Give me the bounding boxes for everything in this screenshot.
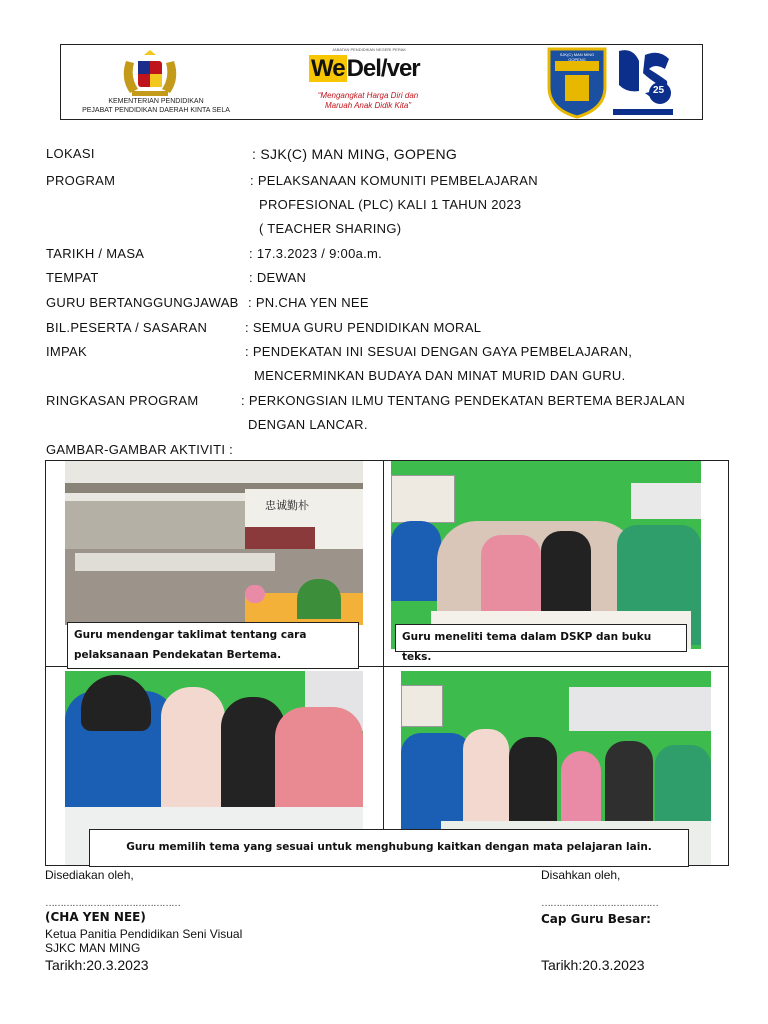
caption-1-line-2: pelaksanaan Pendekatan Bertema. — [74, 649, 282, 661]
ringkasan-label: RINGKASAN PROGRAM — [46, 393, 199, 408]
kpm-line-2: PEJABAT PENDIDIKAN DAERAH KINTA SELA — [82, 107, 230, 114]
photo-grid — [45, 460, 729, 866]
kpm-text — [61, 97, 251, 115]
deliver-text: Del/ver — [346, 55, 420, 82]
program-value-3: ( TEACHER SHARING) — [259, 221, 402, 236]
lokasi-label: LOKASI — [46, 146, 95, 161]
lokasi-value: : SJK(C) MAN MING, GOPENG — [252, 146, 458, 162]
tempat-label: TEMPAT — [46, 270, 99, 285]
hall-banner-text: 忠诚勤朴 — [265, 499, 309, 512]
plc-badge-icon — [609, 47, 675, 119]
impak-value-1: : PENDEKATAN INI SESUAI DENGAN GAYA PEMBELAJARAN, — [245, 344, 633, 359]
bil-label: BIL.PESERTA / SASARAN — [46, 320, 208, 335]
program-value-2: PROFESIONAL (PLC) KALI 1 TAHUN 2023 — [259, 197, 522, 212]
we-deliver-slogan — [293, 91, 443, 111]
we-text: We — [311, 55, 345, 82]
tarikh-label: TARIKH / MASA — [46, 246, 145, 261]
impak-label: IMPAK — [46, 344, 87, 359]
signature-line-right: ………………………………… — [541, 898, 658, 909]
caption-dskp-review: Guru meneliti tema dalam DSKP dan buku teks. — [395, 624, 687, 652]
plc-badge-number: 25 — [653, 85, 665, 96]
letterhead — [60, 44, 703, 120]
tempat-value: : DEWAN — [249, 270, 307, 285]
disediakan-label: Disediakan oleh, — [45, 868, 134, 882]
crest-text-2: GOPENG — [568, 57, 586, 62]
jpn-small-text: JABATAN PENDIDIKAN NEGERI PERAK — [331, 47, 407, 52]
preparer-school: SJKC MAN MING — [45, 941, 141, 955]
disahkan-label: Disahkan oleh, — [541, 868, 621, 882]
tarikh-right: Tarikh:20.3.2023 — [541, 957, 645, 973]
grid-divider-vertical — [383, 461, 384, 865]
kpm-line-1: KEMENTERIAN PENDIDIKAN — [108, 98, 204, 105]
caption-theme-selection: Guru memilih tema yang sesuai untuk menghubung kaitkan dengan mata pelajaran lain. — [89, 829, 689, 867]
caption-hall-briefing — [67, 622, 359, 669]
tarikh-left: Tarikh:20.3.2023 — [45, 957, 149, 973]
crest-text-1: SJK(C) MAN MING — [559, 52, 595, 57]
impak-value-2: MENCERMINKAN BUDAYA DAN MINAT MURID DAN GURU. — [254, 368, 626, 383]
preparer-role: Ketua Panitia Pendidikan Seni Visual — [45, 927, 243, 941]
guru-label: GURU BERTANGGUNGJAWAB — [46, 295, 239, 310]
slogan-line-2: Maruah Anak Didik Kita” — [325, 101, 411, 110]
tarikh-value: : 17.3.2023 / 9:00a.m. — [249, 246, 383, 261]
guru-value: : PN.CHA YEN NEE — [248, 295, 369, 310]
preparer-name: (CHA YEN NEE) — [45, 910, 146, 924]
kpm-crest-icon — [118, 49, 182, 99]
headmaster-stamp-label: Cap Guru Besar: — [541, 912, 651, 926]
slogan-line-1: “Mengangkat Harga Diri dan — [317, 91, 419, 100]
ringkasan-value-1: : PERKONGSIAN ILMU TENTANG PENDEKATAN BERTEMA BERJALAN — [241, 393, 686, 408]
ringkasan-value-2: DENGAN LANCAR. — [248, 417, 368, 432]
photo-dskp-review — [391, 461, 701, 649]
caption-1-line-1: Guru mendengar taklimat tentang cara — [74, 629, 307, 641]
school-crest-text — [555, 52, 599, 62]
program-label: PROGRAM — [46, 173, 116, 188]
photo-hall-briefing — [65, 461, 363, 625]
gambar-label: GAMBAR-GAMBAR AKTIVITI : — [46, 442, 234, 457]
we-deliver-logo — [309, 55, 420, 83]
program-value-1: : PELAKSANAAN KOMUNITI PEMBELAJARAN — [250, 173, 538, 188]
bil-value: : SEMUA GURU PENDIDIKAN MORAL — [245, 320, 482, 335]
signature-line-left: ……………………………………… — [45, 898, 180, 909]
